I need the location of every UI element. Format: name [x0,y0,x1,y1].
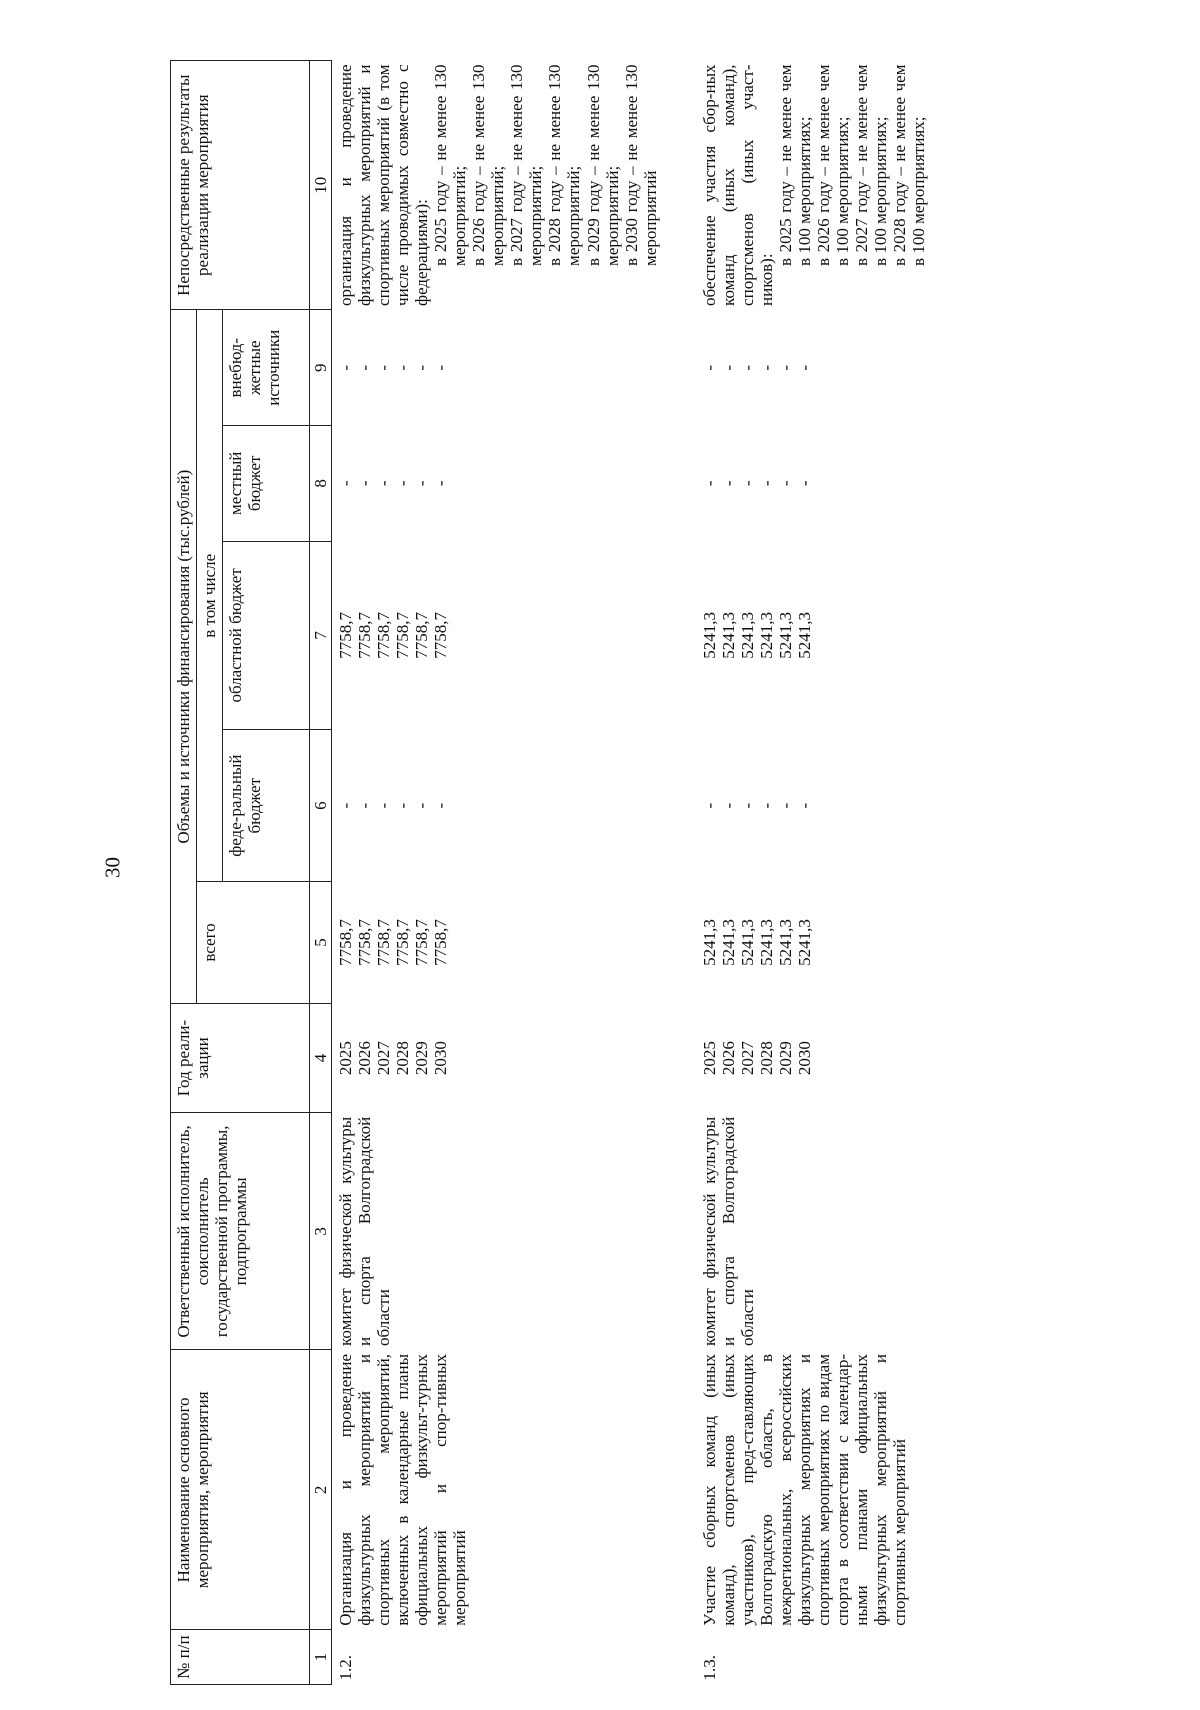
header-name: Наименование основного мероприятия, мероприятия [171,1350,310,1630]
activity-name: Организация и проведение физкультурных мероприятий и спортивных мероприятий, включенных в календарные планы официальных физкульт-турных мероприятий и спор-тивных мероприятий [336,1354,470,1626]
year-value: 2029 [412,1041,432,1076]
year-value: 2028 [393,1041,413,1076]
year-value: 2030 [431,1041,451,1076]
funding-table [170,60,932,1685]
result-line: в 2026 году – не менее чем в 100 мероприятиях; [813,64,852,266]
extra-value: - [718,364,738,371]
regional-value: 5241,3 [794,612,814,659]
extra-value: - [775,364,795,371]
header-funding: Объемы и источники финансирования (тыс.рублей) [171,310,197,1003]
extra-value: - [756,364,776,371]
total-value: 5241,3 [794,919,814,966]
total-value: 7758,7 [412,919,432,966]
year-value: 2027 [374,1041,394,1076]
local-value: - [794,480,814,487]
regional-value: 7758,7 [431,612,451,659]
activity-name: Участие сборных команд (иных команд), спортсменов (иных участников), пред-ставляющих Волгоградскую область, в межрегиональных, всероссийских физкультурных мероприятиях и спортивных мероприятиях по видам спорта в соответствии с календар-ными планами официальных физкультурных мероприятий и спортивных мероприятий [699,1354,909,1626]
extra-cell [664,310,932,426]
local-value: - [431,480,451,487]
local-value: - [756,480,776,487]
total-value: 5241,3 [756,919,776,966]
column-number: 6 [310,730,332,882]
federal-value: - [756,802,776,809]
regional-value: 7758,7 [355,612,375,659]
column-number: 5 [310,882,332,1004]
regional-cell [332,541,664,730]
header-total: всего [197,882,310,1004]
result-line: в 2028 году – не менее 130 мероприятий; [545,64,584,266]
regional-value: 5241,3 [718,612,738,659]
results-cell [664,61,932,310]
regional-value: 7758,7 [374,612,394,659]
local-value: - [718,480,738,487]
federal-value: - [412,802,432,809]
regional-value: 5241,3 [756,612,776,659]
extra-value: - [737,364,757,371]
regional-cell [664,541,932,730]
column-number: 2 [310,1350,332,1630]
column-number: 7 [310,541,332,730]
federal-value: - [699,802,719,809]
federal-value: - [336,802,356,809]
row-number: 1.3. [699,1655,719,1681]
column-number-row [310,61,332,1685]
total-value: 7758,7 [355,919,375,966]
federal-value: - [794,802,814,809]
local-value: - [412,480,432,487]
header-extra: внебюд-жетные источники [223,310,310,426]
table-row [332,61,664,1685]
column-number: 4 [310,1003,332,1112]
extra-value: - [355,364,375,371]
header-num: № п/п [171,1630,310,1685]
total-value: 5241,3 [775,919,795,966]
year-value: 2028 [756,1041,776,1076]
extra-value: - [336,364,356,371]
total-value: 7758,7 [393,919,413,966]
extra-value: - [412,364,432,371]
local-cell [332,426,664,542]
total-value: 7758,7 [336,919,356,966]
column-number: 1 [310,1630,332,1685]
header-federal: феде-ральный бюджет [223,730,310,882]
year-value: 2027 [737,1041,757,1076]
result-line: в 2025 году – не менее чем в 100 мероприятиях; [775,64,814,266]
federal-value: - [374,802,394,809]
total-value: 7758,7 [374,919,394,966]
local-value: - [336,480,356,487]
rotated-table-container [170,60,1200,1685]
local-cell [664,426,932,542]
column-number: 9 [310,310,332,426]
total-value: 5241,3 [699,919,719,966]
local-value: - [355,480,375,487]
federal-value: - [737,802,757,809]
result-line: в 2027 году – не менее чем в 100 мероприятиях; [851,64,890,266]
local-value: - [775,480,795,487]
total-value: 5241,3 [737,919,757,966]
column-number: 10 [310,61,332,310]
federal-value: - [775,802,795,809]
federal-cell [664,730,932,882]
local-value: - [374,480,394,487]
local-value: - [699,480,719,487]
year-value: 2025 [699,1041,719,1076]
local-value: - [737,480,757,487]
header-results: Непосредственные результаты реализации мероприятия [171,61,310,310]
results-cell [332,61,664,310]
result-line: организация и проведение физкультурных мероприятий и спортивных мероприятий (в том числе проводимых совместно с федерациями): [336,64,432,306]
table-row [664,61,932,1685]
federal-value: - [393,802,413,809]
total-cell [332,882,664,1004]
regional-value: 5241,3 [737,612,757,659]
result-line: в 2027 году – не менее 130 мероприятий; [507,64,546,266]
year-value: 2025 [336,1041,356,1076]
result-line: в 2030 году – не менее 130 мероприятий [621,64,660,266]
result-line: в 2028 году – не менее чем в 100 мероприятиях; [889,64,928,266]
executor-name: комитет физической культуры и спорта Волгоградской области [699,1116,757,1346]
year-value: 2026 [355,1041,375,1076]
header-regional: областной бюджет [223,541,310,730]
header-local: местный бюджет [223,426,310,542]
column-number: 8 [310,426,332,542]
regional-value: 7758,7 [412,612,432,659]
local-value: - [393,480,413,487]
total-value: 5241,3 [718,919,738,966]
federal-value: - [431,802,451,809]
row-number: 1.2. [336,1655,356,1681]
total-value: 7758,7 [431,919,451,966]
years-cell [332,1003,664,1112]
extra-value: - [699,364,719,371]
year-value: 2030 [794,1041,814,1076]
regional-value: 5241,3 [775,612,795,659]
extra-value: - [374,364,394,371]
result-line: обеспечение участия сбор-ных команд (иных команд), спортсменов (иных участ-ников): [699,64,776,306]
header-including: в том числе [197,310,223,882]
extra-value: - [794,364,814,371]
extra-cell [332,310,664,426]
regional-value: 5241,3 [699,612,719,659]
result-line: в 2026 году – не менее 130 мероприятий; [469,64,508,266]
result-line: в 2029 году – не менее 130 мероприятий; [583,64,622,266]
header-executor: Ответственный исполнитель, соисполнитель государственной программы, подпрограммы [171,1113,310,1350]
years-cell [664,1003,932,1112]
year-value: 2029 [775,1041,795,1076]
total-cell [664,882,932,1004]
header-year: Год реали-зации [171,1003,310,1112]
extra-value: - [431,364,451,371]
federal-value: - [355,802,375,809]
regional-value: 7758,7 [336,612,356,659]
federal-cell [332,730,664,882]
page-number: 30 [100,857,125,878]
federal-value: - [718,802,738,809]
result-line: в 2025 году – не менее 130 мероприятий; [431,64,470,266]
extra-value: - [393,364,413,371]
column-number: 3 [310,1113,332,1350]
regional-value: 7758,7 [393,612,413,659]
executor-name: комитет физической культуры и спорта Волгоградской области [336,1116,394,1346]
year-value: 2026 [718,1041,738,1076]
